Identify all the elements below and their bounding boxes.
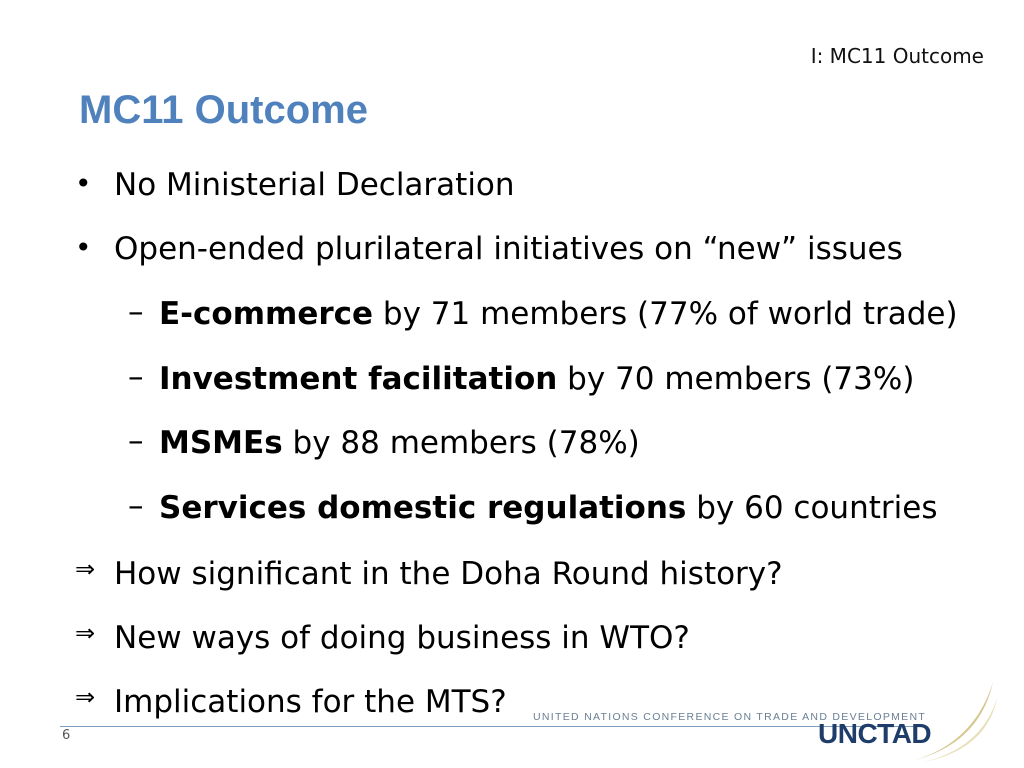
bullet-text: Open-ended plurilateral initiatives on “new” issues <box>114 231 903 267</box>
bullet-dot-icon: • <box>75 231 92 264</box>
page-number: 6 <box>62 728 71 743</box>
sub-item-detail: by 71 members (77% of world trade) <box>373 296 958 332</box>
sub-item-detail: by 60 countries <box>686 490 938 526</box>
org-name: UNITED NATIONS CONFERENCE ON TRADE AND DEVELOPMENT <box>533 711 927 723</box>
unctad-logo: UNCTAD <box>818 718 932 749</box>
dash-icon: – <box>128 294 144 330</box>
question-text: How significant in the Doha Round history? <box>114 556 783 592</box>
dash-icon: – <box>128 423 144 459</box>
implies-arrow-icon: ⇒ <box>75 683 96 711</box>
sub-item-topic: Services domestic regulations <box>159 490 687 526</box>
dash-icon: – <box>128 359 144 395</box>
sub-item-detail: by 70 members (73%) <box>557 361 915 397</box>
implies-arrow-icon: ⇒ <box>75 555 96 583</box>
footer-divider <box>60 726 914 727</box>
implies-arrow-icon: ⇒ <box>75 619 96 647</box>
bullet-dot-icon: • <box>75 167 92 200</box>
dash-icon: – <box>128 488 144 524</box>
sub-item-topic: Investment facilitation <box>159 361 558 397</box>
sub-item-topic: E-commerce <box>159 296 374 332</box>
slide-title: MC11 Outcome <box>79 88 368 132</box>
question-text: Implications for the MTS? <box>114 684 507 720</box>
sub-item-detail: by 88 members (78%) <box>282 425 640 461</box>
bullet-text: No Ministerial Declaration <box>114 167 515 203</box>
question-text: New ways of doing business in WTO? <box>114 620 690 656</box>
sub-item-topic: MSMEs <box>159 425 283 461</box>
section-label: I: MC11 Outcome <box>810 44 984 68</box>
